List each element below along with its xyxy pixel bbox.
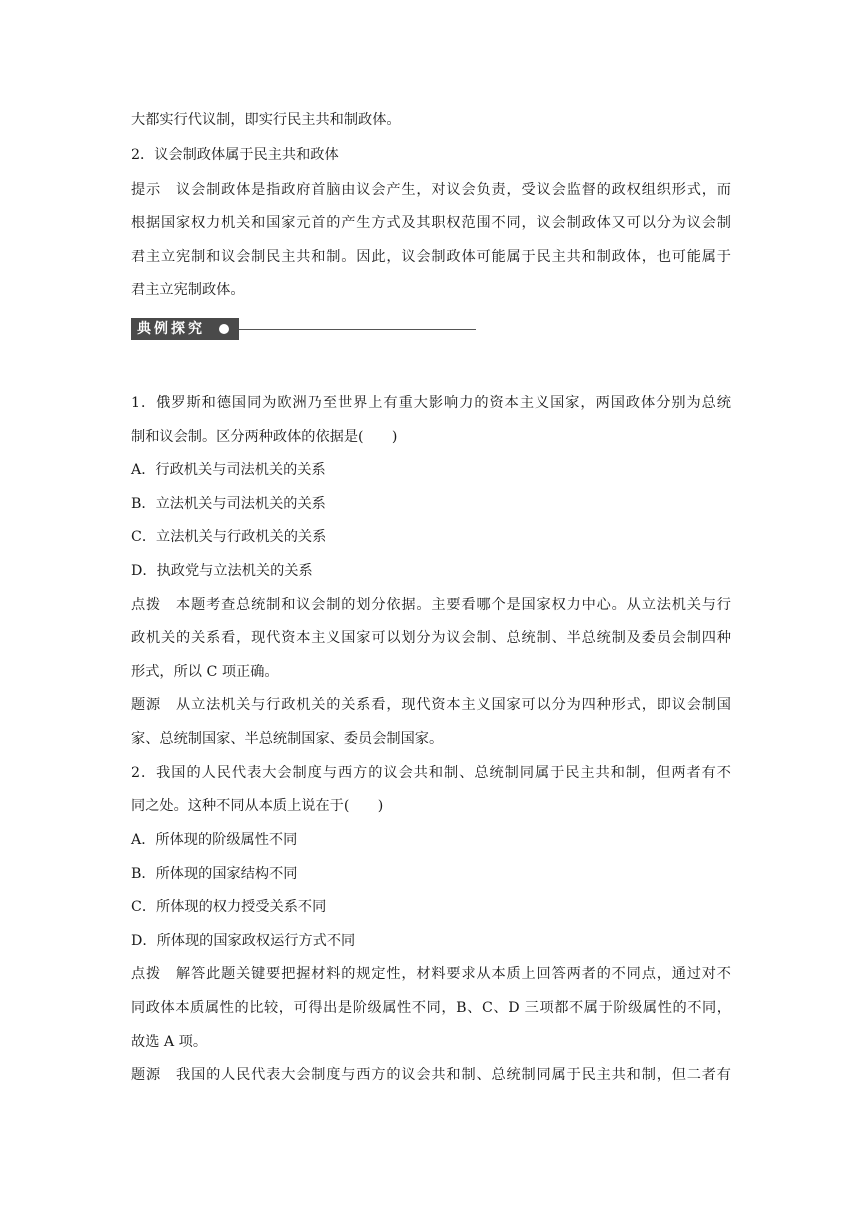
- section-title: 典例探究: [131, 318, 239, 340]
- q2-tip-line-1: 点拨 解答此题关键要把握材料的规定性，材料要求从本质上回答两者的不同点，通过对不: [131, 966, 731, 982]
- q1-option-d: D．执政党与立法机关的关系: [131, 563, 313, 579]
- q1-option-b: B．立法机关与司法机关的关系: [131, 496, 326, 512]
- q1-option-a: A．行政机关与司法机关的关系: [131, 462, 326, 478]
- bullet-dot-icon: [219, 324, 229, 334]
- section-banner: [131, 318, 476, 340]
- q1-option-c: C．立法机关与行政机关的关系: [131, 529, 327, 545]
- intro-hint-line-1: 提示 议会制政体是指政府首脑由议会产生，对议会负责，受议会监督的政权组织形式，而: [131, 182, 731, 198]
- q1-source-line-2: 家、总统制国家、半总统制国家、委员会制国家。: [131, 731, 444, 747]
- intro-hint-line-4: 君主立宪制政体。: [131, 282, 245, 298]
- intro-hint-line-2: 根据国家权力机关和国家元首的产生方式及其职权范围不同，议会制政体又可以分为议会制: [131, 215, 731, 231]
- q2-tip-line-3: 故选 A 项。: [131, 1034, 208, 1050]
- q2-option-d: D．所体现的国家政权运行方式不同: [131, 933, 356, 949]
- q2-tip-line-2: 同政体本质属性的比较，可得出是阶级属性不同，B、C、D 三项都不属于阶级属性的不同，: [131, 1000, 731, 1016]
- intro-hint-line-3: 君主立宪制和议会制民主共和制。因此，议会制政体可能属于民主共和制政体，也可能属于: [131, 249, 731, 265]
- q2-source-line-1: 题源 我国的人民代表大会制度与西方的议会共和制、总统制同属于民主共和制，但二者有: [131, 1067, 731, 1083]
- section-divider: [239, 329, 476, 330]
- q2-option-a: A．所体现的阶级属性不同: [131, 832, 298, 848]
- q2-stem-line-2: 同之处。这种不同从本质上说在于( ): [131, 798, 384, 814]
- intro-line-1: 大都实行代议制，即实行民主共和制政体。: [131, 112, 401, 128]
- q1-tip-line-1: 点拨 本题考查总统制和议会制的划分依据。主要看哪个是国家权力中心。从立法机关与行: [131, 597, 731, 613]
- q1-tip-line-2: 政机关的关系看，现代资本主义国家可以划分为议会制、总统制、半总统制及委员会制四种: [131, 630, 731, 646]
- q1-tip-line-3: 形式，所以 C 项正确。: [131, 664, 279, 680]
- q1-source-line-1: 题源 从立法机关与行政机关的关系看，现代资本主义国家可以分为四种形式，即议会制国: [131, 697, 731, 713]
- q1-stem-line-1: 1．俄罗斯和德国同为欧洲乃至世界上有重大影响力的资本主义国家，两国政体分别为总统: [131, 395, 731, 411]
- q2-option-b: B．所体现的国家结构不同: [131, 866, 298, 882]
- q2-option-c: C．所体现的权力授受关系不同: [131, 899, 327, 915]
- q2-stem-line-1: 2．我国的人民代表大会制度与西方的议会共和制、总统制同属于民主共和制，但两者有不: [131, 765, 731, 781]
- intro-heading-2: 2．议会制政体属于民主共和政体: [131, 147, 339, 163]
- q1-stem-line-2: 制和议会制。区分两种政体的依据是( ): [131, 429, 398, 445]
